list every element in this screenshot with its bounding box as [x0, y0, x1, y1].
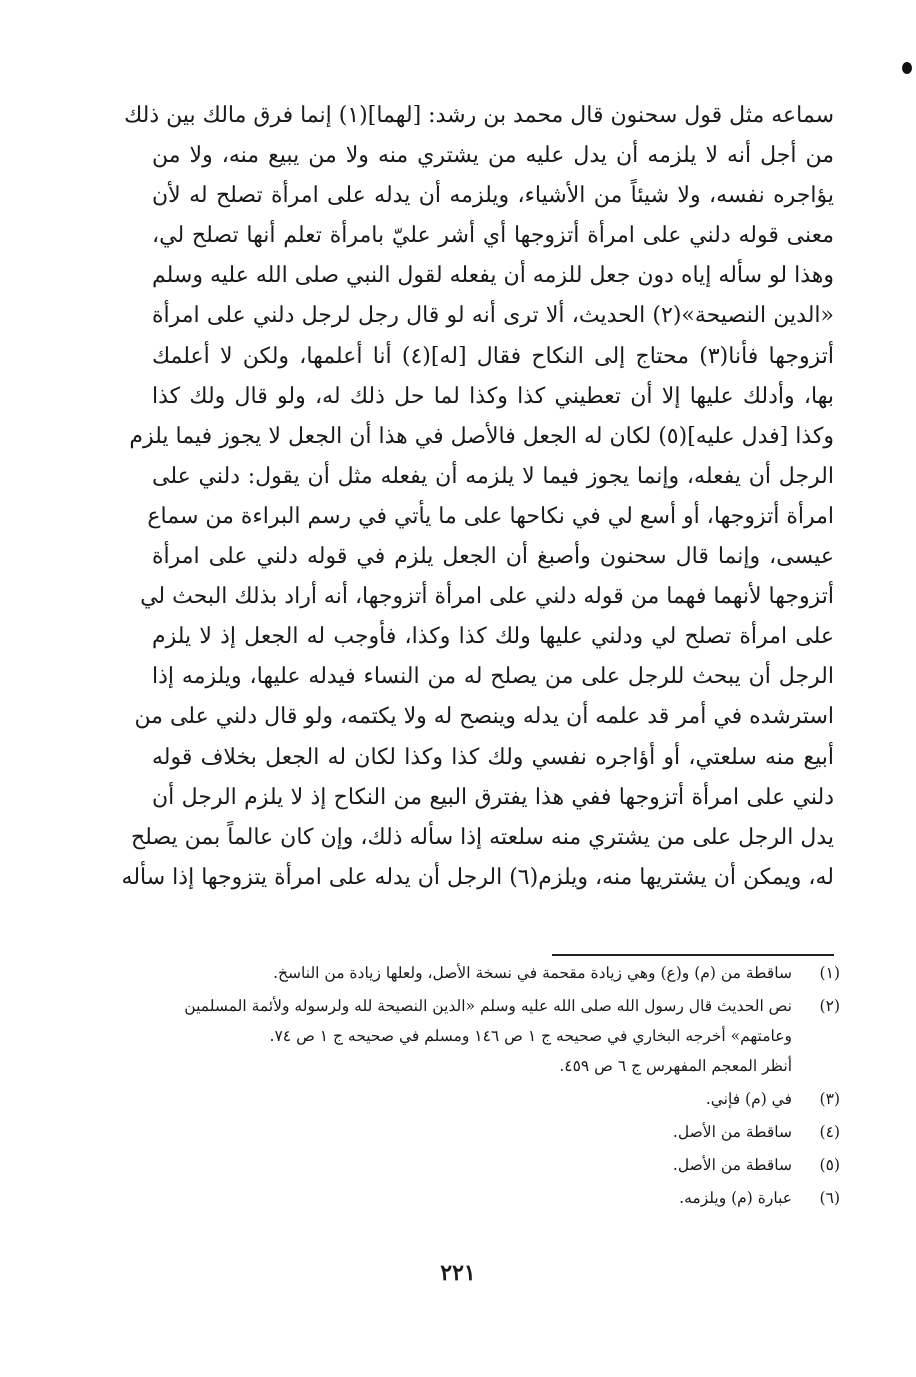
text-line: دلني على امرأة أتزوجها ففي هذا يفترق البيع من النكاح إذ لا يلزم الرجل أن	[152, 784, 834, 810]
footnote-line: ساقطة من الأصل.	[672, 1156, 792, 1174]
footnote-text	[150, 1150, 792, 1180]
footnote-text	[150, 1183, 792, 1213]
text-line: امرأة أتزوجها، أو أسع لي في نكاحها على ما يأتي في رسم البراءة من سماع	[147, 503, 834, 529]
footnote-separator	[552, 954, 834, 956]
footnote-number: (٣)	[819, 1090, 840, 1108]
text-line: الرجل أن يفعله، وإنما يجوز فيما لا يلزمه أن يفعله مثل أن يقول: دلني على	[152, 463, 834, 489]
text-line: عيسى، وإنما قال سحنون وأصبغ أن الجعل يلزم في قوله دلني على امرأة	[152, 544, 834, 570]
footnote	[150, 958, 840, 988]
text-line: وكذا [فدل عليه](٥) لكان له الجعل فالأصل في هذا أن الجعل لا يجوز فيما يلزم	[129, 423, 834, 449]
text-line: «الدين النصيحة»(٢) الحديث، ألا ترى أنه لو قال رجل لرجل دلني على امرأة	[152, 303, 834, 329]
footnote-text	[150, 1084, 792, 1114]
text-line: أتزوجها لأنهما فهما من قوله دلني على امرأة أتزوجها، أنه أراد بذلك البحث لي	[140, 584, 834, 610]
text-line: استرشده في أمر قد علمه أن يدله وينصح له ولا يكتمه، ولو قال دلني على من	[134, 704, 834, 730]
text-line: من أجل أنه لا يلزمه أن يدل عليه من يشتري منه ولا من يبيع منه، ولا من	[152, 143, 834, 169]
text-line: أتزوجها فأنا(٣) محتاج إلى النكاح فقال [له](٤) أنا أعلمها، ولكن لا أعلمك	[152, 343, 834, 369]
footnote-line: ساقطة من الأصل.	[672, 1123, 792, 1141]
footnote-number: (٥)	[819, 1156, 840, 1174]
page-number: ٢٢١	[440, 1260, 476, 1286]
footnote-number: (٦)	[819, 1189, 840, 1207]
text-line: معنى قوله دلني على امرأة أتزوجها أي أشر عليّ بامرأة تعلم أنها تصلح لي،	[152, 223, 834, 249]
footnotes-block	[150, 958, 840, 1216]
footnote	[150, 1150, 840, 1180]
main-text-block	[121, 96, 834, 898]
footnote-line: ساقطة من (م) و(ع) وهي زيادة مقحمة في نسخة الأصل، ولعلها زيادة من الناسخ.	[273, 964, 792, 982]
text-line: يدل الرجل على من يشتري منه سلعته إذا سأله ذلك، وإن كان عالماً بمن يصلح	[130, 824, 834, 850]
text-line: وهذا لو سأله إياه دون جعل للزمه أن يفعله لقول النبي صلى الله عليه وسلم	[152, 263, 834, 289]
text-line: أبيع منه سلعتي، أو أؤاجره نفسي ولك كذا وكذا لكان له الجعل بخلاف قوله	[152, 744, 834, 770]
text-line: يؤاجره نفسه، ولا شيئاً من الأشياء، ويلزمه أن يدله على امرأة تصلح له لأن	[152, 183, 834, 209]
text-line: على امرأة تصلح لي ودلني عليها ولك كذا وكذا، فأوجب له الجعل إذ لا يلزم	[152, 624, 834, 650]
footnote-line: في (م) فإني.	[705, 1090, 792, 1108]
text-line: له، ويمكن أن يشتريها منه، ويلزم(٦) الرجل أن يدله على امرأة يتزوجها إذا سأله	[121, 864, 834, 890]
text-line: بها، وأدلك عليها إلا أن تعطيني كذا وكذا لما حل ذلك له، ولو قال ولك كذا	[152, 383, 834, 409]
footnote-line: نص الحديث قال رسول الله صلى الله عليه وسلم «الدين النصيحة لله ولرسوله ولأئمة المسلمين	[184, 997, 792, 1015]
footnote-text	[150, 991, 792, 1081]
text-line: الرجل أن يبحث للرجل على من يصلح له من النساء فيدله عليها، ويلزمه إذا	[152, 664, 834, 690]
margin-dot	[902, 62, 912, 74]
footnote-line: وعامتهم» أخرجه البخاري في صحيحه ج ١ ص ١٤٦ ومسلم في صحيحه ج ١ ص ٧٤.	[269, 1027, 792, 1045]
footnote	[150, 1084, 840, 1114]
footnote	[150, 1183, 840, 1213]
footnote-number: (٤)	[819, 1123, 840, 1141]
footnote-line: أنظر المعجم المفهرس ج ٦ ص ٤٥٩.	[559, 1057, 792, 1075]
footnote	[150, 1117, 840, 1147]
footnote-number: (١)	[819, 964, 840, 982]
footnote-text	[150, 1117, 792, 1147]
footnote	[150, 991, 840, 1081]
footnote-number: (٢)	[819, 997, 840, 1015]
footnote-text	[150, 958, 792, 988]
text-line: سماعه مثل قول سحنون قال محمد بن رشد: [لهما](١) إنما فرق مالك بين ذلك	[124, 103, 834, 128]
footnote-line: عبارة (م) ويلزمه.	[679, 1189, 792, 1207]
